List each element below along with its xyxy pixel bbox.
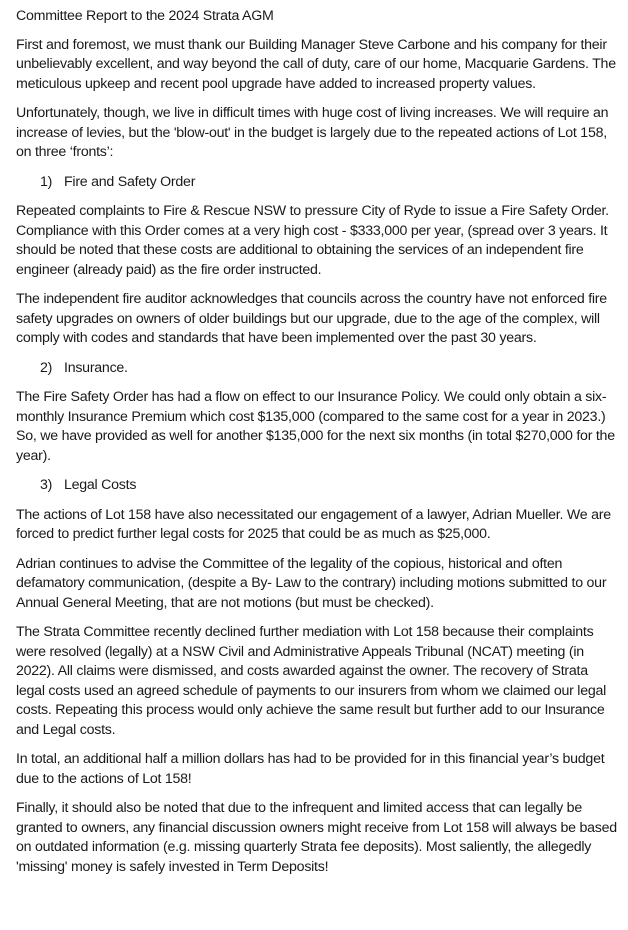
list-number: 1) xyxy=(40,173,53,190)
list-item-insurance xyxy=(16,359,620,379)
document-title: Committee Report to the 2024 Strata AGM xyxy=(16,8,274,24)
list-item-fire-safety xyxy=(16,173,620,193)
insurance-paragraph: The Fire Safety Order has had a flow on effect to our Insurance Policy. We could only obtain a six-monthly Insurance Premium which cost $135,000 (compared to the same cost for a year in 2023.) So, we have provided as well for another $135,000 for the next six months (in total $270,000 for the year). xyxy=(16,389,615,464)
fire-auditor-paragraph: The independent fire auditor acknowledges that councils across the country have not enforced fire safety upgrades on owners of older buildings but our upgrade, due to the age of the complex, will comply with codes and standards that have been implemented over the past 30 years. xyxy=(16,291,607,346)
list-number: 2) xyxy=(40,359,53,376)
list-item-label: Insurance. xyxy=(64,359,128,376)
fire-order-paragraph: Repeated complaints to Fire & Rescue NSW to pressure City of Ryde to issue a Fire Safety Order. Compliance with this Order comes at a very high cost - $333,000 per year, (spread over 3 years. It should be noted that these costs are additional to obtaining the services of an independent fire engineer (already paid) as the fire order instructed. xyxy=(16,203,609,278)
mediation-paragraph: The Strata Committee recently declined further mediation with Lot 158 because their complaints were resolved (legally) at a NSW Civil and Administrative Appeals Tribunal (NCAT) meeting (in 2022). All claims were dismissed, and costs awarded against the owner. The recovery of Strata legal costs used an agreed schedule of payments to our insurers from whom we claimed our legal costs. Repeating this process would only achieve the same result but further add to our Insurance and Legal costs. xyxy=(16,624,607,738)
list-item-label: Fire and Safety Order xyxy=(64,173,196,190)
levies-paragraph: Unfortunately, though, we live in difficult times with huge cost of living increases. We will require an increase of levies, but the 'blow-out' in the budget is largely due to the repeated actions of Lot 158, on three ‘fronts’: xyxy=(16,105,609,160)
total-cost-paragraph: In total, an additional half a million dollars has had to be provided for in this financial year’s budget due to the actions of Lot 158! xyxy=(16,751,605,787)
list-item-label: Legal Costs xyxy=(64,477,137,493)
intro-thanks-paragraph: First and foremost, we must thank our Building Manager Steve Carbone and his company for their unbelievably excellent, and way beyond the call of duty, care of our home, Macquarie Gardens. The meticulous upkeep and recent pool upgrade have added to increased property values. xyxy=(16,36,616,92)
lawyer-paragraph: The actions of Lot 158 have also necessitated our engagement of a lawyer, Adrian Mueller. We are forced to predict further legal costs for 2025 that could be as much as $25,000. xyxy=(16,506,611,542)
list-item-legal-costs xyxy=(16,476,620,496)
closing-paragraph: Finally, it should also be noted that due to the infrequent and limited access that can legally be granted to owners, any financial discussion owners might receive from Lot 158 will always be based on outdated information (e.g. missing quarterly Strata fee deposits). Most saliently, the allegedly 'missing' money is safely invested in Term Deposits! xyxy=(16,800,617,875)
list-number: 3) xyxy=(40,477,53,493)
legal-advice-paragraph: Adrian continues to advise the Committee of the legality of the copious, historical and often defamatory communication, (despite a By- Law to the contrary) including motions submitted to our Annual General Meeting, that are not motions (but must be checked). xyxy=(16,555,607,611)
